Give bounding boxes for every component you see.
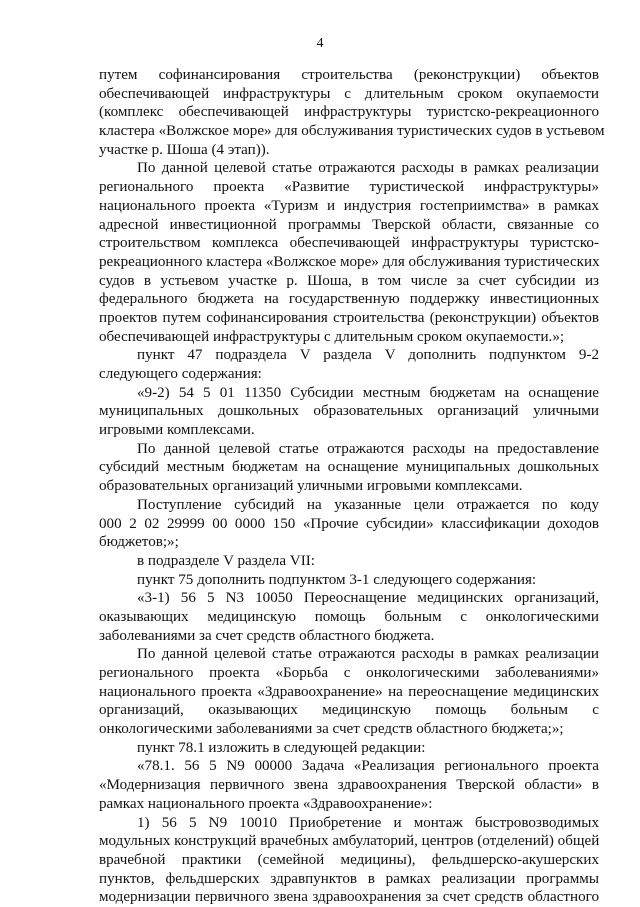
text-line: строительством комплекса обеспечивающей инфраструктуры туристско- <box>99 235 599 252</box>
text-line: бюджетов;»; <box>99 534 179 551</box>
text-line: судов в устьевом участке р. Шоша, в том числе за счет субсидии из <box>99 272 599 289</box>
text-line: заболеваниями за счет средств областного бюджета. <box>99 627 435 644</box>
text-line: «Модернизация первичного звена здравоохранения Тверской области» в <box>99 777 599 794</box>
text-line: регионального проекта «Борьба с онкологическими заболеваниями» <box>99 665 599 681</box>
text-line: оказывающих медицинскую помощь больным с онкологическими <box>99 608 599 625</box>
document-body <box>99 66 605 907</box>
text-line: регионального проекта «Развитие туристической инфраструктуры» <box>99 179 599 196</box>
text-line: национального проекта «Туризм и индустрия гостеприимства» в рамках <box>99 197 599 214</box>
text-line: 1) 56 5 N9 10010 Приобретение и монтаж быстровозводимых <box>137 814 599 831</box>
text-line: модульных конструкций врачебных амбулаторий, центров (отделений) общей <box>99 833 600 850</box>
text-line: рамках национального проекта «Здравоохранение»: <box>99 795 433 812</box>
text-line: кластера «Волжское море» для обслуживания туристических судов в устьевом <box>99 123 605 140</box>
text-line: национального проекта «Здравоохранение» на переоснащение медицинских <box>99 683 599 700</box>
text-line: «9-2) 54 5 01 11350 Субсидии местным бюджетам на оснащение <box>137 384 599 401</box>
text-line: муниципальных дошкольных образовательных организаций уличными <box>99 403 599 420</box>
text-line: По данной целевой статье отражаются расходы в рамках реализации <box>137 646 599 663</box>
text-line: пунктов, фельдшерских здравпунктов в рамках реализации программы <box>99 870 599 887</box>
text-line: в подразделе V раздела VII: <box>137 552 315 569</box>
text-line: организаций, оказывающих медицинскую помощь больным с <box>99 702 599 719</box>
text-line: участке р. Шоша (4 этап)). <box>99 141 270 158</box>
text-line: субсидий местным бюджетам на оснащение муниципальных дошкольных <box>99 459 599 476</box>
text-line: «78.1. 56 5 N9 00000 Задача «Реализация регионального проекта <box>137 758 599 775</box>
text-line: врачебной практики (семейной медицины), фельдшерско-акушерских <box>99 851 599 868</box>
text-line: Поступление субсидий на указанные цели отражается по коду <box>137 496 599 513</box>
text-line: обеспечивающей инфраструктуры с длительным сроком окупаемости <box>99 85 599 102</box>
text-line: рекреационного кластера «Волжское море» для обслуживания туристических <box>99 253 600 270</box>
text-line: пункт 78.1 изложить в следующей редакции: <box>137 739 426 756</box>
text-line: адресной инвестиционной программы Тверской области, связанные со <box>99 216 599 233</box>
text-line: пункт 75 дополнить подпунктом 3-1 следующего содержания: <box>137 571 537 588</box>
text-line: проектов путем софинансирования строительства (реконструкции) объектов <box>99 309 599 326</box>
text-line: По данной целевой статье отражаются расходы в рамках реализации <box>137 160 599 177</box>
text-line: 000 2 02 29999 00 0000 150 «Прочие субсидии» классификации доходов <box>99 515 599 532</box>
text-line: модернизации первичного звена здравоохранения за счет средств областного <box>99 889 599 906</box>
text-line: игровыми комплексами. <box>99 422 255 439</box>
text-line: обеспечивающей инфраструктуры с длительным сроком окупаемости.»; <box>99 328 565 345</box>
text-line: следующего содержания: <box>99 366 262 382</box>
text-line: образовательных организаций уличными игровыми комплексами. <box>99 478 523 495</box>
text-line: федерального бюджета на государственную поддержку инвестиционных <box>99 291 599 308</box>
text-line: онкологическими заболеваниями за счет средств областного бюджета;»; <box>99 721 564 738</box>
text-line: «3-1) 56 5 N3 10050 Переоснащение медицинских организаций, <box>137 590 599 607</box>
page-number: 4 <box>316 36 324 51</box>
text-line: пункт 47 подраздела V раздела V дополнить подпунктом 9-2 <box>137 347 599 364</box>
text-line: По данной целевой статье отражаются расходы на предоставление <box>137 440 599 457</box>
text-line: путем софинансирования строительства (реконструкции) объектов <box>99 67 599 83</box>
text-line: (комплекс обеспечивающей инфраструктуры туристско-рекреационного <box>99 104 599 121</box>
